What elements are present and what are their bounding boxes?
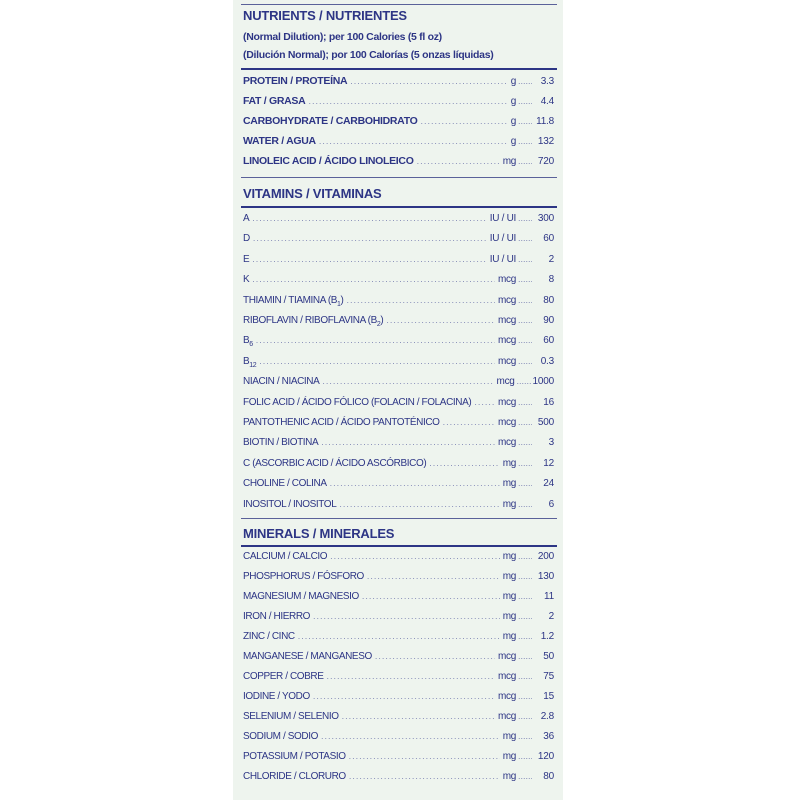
table-row: [243, 75, 554, 93]
leader-dots: [518, 499, 532, 509]
leader-dots: [252, 213, 486, 223]
nutrient-amount: 16: [543, 396, 554, 408]
table-row: [243, 731, 554, 749]
leader-dots: [256, 335, 495, 345]
table-row: [243, 458, 554, 476]
vitamins-top-rule: [241, 177, 557, 178]
nutrient-amount: 1.2: [540, 631, 554, 642]
nutrient-name: CHLORIDE / CLORURO: [243, 771, 346, 782]
nutrient-name: FOLIC ACID / ÁCIDO FÓLICO (FOLACIN / FOLACINA): [243, 396, 472, 408]
nutrient-name: NIACIN / NIACINA: [243, 376, 320, 388]
nutrient-name: RIBOFLAVIN / RIBOFLAVINA $(B_2)$: [243, 315, 384, 328]
nutrient-amount: 6: [548, 498, 554, 510]
leader-dots: [253, 233, 487, 243]
vitamins-rule: [241, 206, 557, 208]
nutrient-unit: mcg: [498, 691, 516, 702]
nutrient-unit: IU / UI: [489, 233, 516, 245]
nutrient-name: IRON / HIERRO: [243, 611, 311, 622]
nutrient-name: WATER / AGUA: [243, 135, 316, 147]
leader-dots: [518, 551, 532, 561]
leader-dots: [518, 136, 532, 146]
leader-dots: [330, 551, 500, 561]
table-row: [243, 274, 554, 292]
leader-dots: [518, 591, 532, 601]
nutrient-name: POTASSIUM / POTASIO: [243, 751, 346, 762]
table-row: [243, 478, 554, 496]
leader-dots: [322, 376, 493, 386]
nutrients-subtitle-en: (Normal Dilution); per 100 Calories (5 fl oz): [243, 31, 442, 43]
nutrient-unit: IU / UI: [489, 253, 516, 265]
nutrient-name: INOSITOL / INOSITOL: [243, 498, 337, 510]
nutrients-subtitle-es: (Dilución Normal); por 100 Calorías (5 onzas líquidas): [243, 49, 494, 61]
nutrient-amount: 11.8: [536, 116, 554, 127]
leader-dots: [349, 751, 500, 761]
leader-dots: [375, 651, 495, 661]
nutrient-amount: 1000: [532, 376, 554, 388]
leader-dots: [313, 691, 495, 701]
leader-dots: [367, 571, 500, 581]
leader-dots: [518, 651, 532, 661]
table-row: [243, 591, 554, 609]
leader-dots: [362, 591, 500, 601]
nutrients-rule: [241, 68, 557, 70]
table-row: [243, 631, 554, 649]
nutrient-name: K: [243, 274, 250, 286]
leader-dots: [259, 356, 495, 366]
nutrient-amount: 0.3: [540, 355, 554, 367]
leader-dots: [298, 631, 500, 641]
leader-dots: [518, 335, 532, 345]
table-row: [243, 711, 554, 729]
leader-dots: [518, 771, 532, 781]
nutrient-name: C (ASCORBIC ACID / ÁCIDO ASCÓRBICO): [243, 457, 427, 469]
nutrient-unit: mcg: [498, 437, 516, 449]
nutrient-name: $B_{12}$: [243, 355, 257, 369]
nutrient-unit: mcg: [498, 294, 516, 306]
nutrient-unit: mcg: [498, 671, 516, 682]
table-row: [243, 135, 554, 153]
nutrient-amount: 50: [543, 651, 554, 662]
table-row: [243, 254, 554, 272]
leader-dots: [252, 274, 495, 284]
nutrient-name: A: [243, 213, 250, 224]
nutrient-amount: 2.8: [540, 711, 554, 722]
leader-dots: [518, 671, 532, 681]
nutrient-unit: g: [510, 76, 516, 87]
nutrient-unit: mcg: [498, 274, 516, 286]
leader-dots: [518, 711, 532, 721]
nutrient-name: E: [243, 253, 250, 265]
nutrient-unit: g: [510, 96, 516, 107]
nutrient-amount: 720: [537, 156, 554, 167]
leader-dots: [474, 397, 495, 407]
nutrient-amount: 90: [543, 315, 554, 326]
nutrient-unit: mg: [502, 498, 516, 510]
nutrient-name: THIAMIN / TIAMINA $(B_1)$: [243, 294, 344, 308]
nutrient-amount: 15: [543, 691, 554, 702]
leader-dots: [252, 254, 486, 264]
table-row: [243, 295, 554, 313]
table-row: [243, 315, 554, 333]
nutrient-unit: mg: [502, 551, 516, 562]
leader-dots: [518, 76, 532, 86]
leader-dots: [339, 499, 499, 509]
nutrient-name: LINOLEIC ACID / ÁCIDO LINOLEICO: [243, 155, 414, 167]
nutrient-unit: mcg: [498, 355, 516, 367]
nutrient-amount: 500: [537, 417, 554, 428]
nutrient-name: CALCIUM / CALCIO: [243, 551, 328, 562]
table-row: [243, 233, 554, 251]
nutrient-unit: mcg: [498, 417, 516, 428]
minerals-top-rule: [241, 518, 557, 519]
nutrient-amount: 60: [543, 335, 554, 347]
leader-dots: [350, 76, 507, 86]
table-row: [243, 611, 554, 629]
nutrient-amount: 11: [544, 591, 554, 602]
nutrients-title: NUTRIENTS / NUTRIENTES: [243, 8, 407, 23]
table-row: [243, 651, 554, 669]
nutrient-unit: mg: [502, 478, 516, 490]
vitamins-title: VITAMINS / VITAMINAS: [243, 186, 382, 201]
nutrient-amount: 132: [537, 136, 554, 147]
nutrient-unit: mg: [502, 156, 516, 167]
nutrient-name: ZINC / CINC: [243, 631, 295, 642]
leader-dots: [429, 458, 499, 468]
nutrient-unit: mg: [502, 631, 516, 642]
leader-dots: [518, 458, 532, 468]
nutrient-amount: 24: [543, 478, 554, 490]
table-row: [243, 751, 554, 769]
table-row: [243, 571, 554, 589]
table-row: [243, 397, 554, 415]
table-row: [243, 691, 554, 709]
nutrient-unit: mcg: [498, 315, 516, 326]
nutrient-name-end: ): [340, 294, 344, 306]
leader-dots: [518, 417, 532, 427]
nutrient-name: SELENIUM / SELENIO: [243, 711, 339, 722]
table-row: [243, 115, 554, 133]
nutrient-amount: 75: [543, 671, 554, 682]
leader-dots: [386, 315, 495, 325]
leader-dots: [313, 611, 500, 621]
leader-dots: [327, 671, 495, 681]
nutrient-amount: 2: [548, 611, 554, 622]
nutrient-name: CHOLINE / COLINA: [243, 478, 327, 490]
leader-dots: [518, 611, 532, 621]
nutrient-amount: 120: [537, 751, 554, 762]
leader-dots: [518, 213, 532, 223]
nutrient-amount: 130: [537, 571, 554, 582]
leader-dots: [417, 156, 500, 166]
nutrient-subscript: 1: [337, 300, 341, 308]
nutrient-amount: 36: [543, 731, 554, 742]
leader-dots: [518, 478, 532, 488]
nutrient-unit: mg: [502, 731, 516, 742]
leader-dots: [518, 233, 532, 243]
leader-dots: [330, 478, 500, 488]
leader-dots: [518, 156, 532, 166]
leader-dots: [518, 691, 532, 701]
leader-dots: [342, 711, 495, 721]
nutrient-amount: 4.4: [540, 96, 554, 107]
minerals-title: MINERALS / MINERALES: [243, 526, 395, 541]
nutrient-name: $B_6$: [243, 335, 253, 349]
leader-dots: [518, 397, 532, 407]
nutrient-unit: mg: [502, 591, 516, 602]
table-row: [243, 499, 554, 517]
top-rule: [241, 4, 557, 5]
nutrient-unit: mcg: [498, 651, 516, 662]
table-row: [243, 437, 554, 455]
nutrient-name: D: [243, 233, 250, 245]
leader-dots: [321, 731, 500, 741]
leader-dots: [518, 751, 532, 761]
nutrient-amount: 300: [537, 213, 554, 224]
leader-dots: [518, 315, 532, 325]
leader-dots: [346, 295, 495, 305]
table-row: [243, 356, 554, 374]
nutrient-amount: 2: [548, 253, 554, 265]
leader-dots: [518, 356, 532, 366]
nutrient-subscript: 6: [249, 341, 253, 349]
leader-dots: [517, 376, 531, 386]
leader-dots: [518, 116, 532, 126]
nutrient-unit: g: [510, 136, 516, 147]
nutrient-amount: 3: [548, 437, 554, 449]
table-row: [243, 551, 554, 569]
nutrient-name: PHOSPHORUS / FÓSFORO: [243, 571, 364, 582]
leader-dots: [518, 274, 532, 284]
nutrient-name: BIOTIN / BIOTINA: [243, 437, 319, 449]
table-row: [243, 335, 554, 353]
table-row: [243, 95, 554, 113]
nutrient-name: IODINE / YODO: [243, 691, 310, 702]
minerals-rule: [241, 545, 557, 547]
nutrient-unit: g: [510, 116, 516, 127]
nutrient-unit: mcg: [498, 335, 516, 347]
table-row: [243, 376, 554, 394]
nutrient-name: CARBOHYDRATE / CARBOHIDRATO: [243, 115, 418, 127]
leader-dots: [518, 437, 532, 447]
nutrient-unit: mcg: [498, 396, 516, 408]
leader-dots: [518, 254, 532, 264]
nutrient-subscript: 12: [249, 361, 257, 369]
nutrient-subscript: 2: [376, 321, 381, 328]
nutrient-name: PANTOTHENIC ACID / ÁCIDO PANTOTÉNICO: [243, 417, 440, 428]
nutrient-unit: mg: [502, 611, 516, 622]
nutrient-name: FAT / GRASA: [243, 95, 306, 107]
nutrient-unit: mcg: [498, 711, 516, 722]
nutrient-unit: mcg: [496, 376, 515, 388]
nutrient-amount: 60: [543, 233, 554, 245]
nutrient-name: COPPER / COBRE: [243, 671, 324, 682]
nutrient-name: PROTEIN / PROTEÍNA: [243, 75, 348, 87]
leader-dots: [308, 96, 507, 106]
nutrient-unit: IU / UI: [489, 213, 516, 224]
leader-dots: [443, 417, 495, 427]
table-row: [243, 771, 554, 789]
nutrient-name: MAGNESIUM / MAGNESIO: [243, 591, 359, 602]
table-row: [243, 213, 554, 231]
nutrient-amount: 80: [543, 771, 554, 782]
leader-dots: [321, 437, 495, 447]
leader-dots: [420, 116, 507, 126]
leader-dots: [518, 731, 532, 741]
leader-dots: [518, 295, 532, 305]
nutrient-amount: 12: [543, 457, 554, 469]
leader-dots: [518, 96, 532, 106]
nutrient-unit: mg: [502, 751, 516, 762]
leader-dots: [518, 571, 532, 581]
nutrient-amount: 200: [537, 551, 554, 562]
nutrient-unit: mg: [502, 457, 516, 469]
leader-dots: [518, 631, 532, 641]
nutrient-unit: mg: [502, 571, 516, 582]
table-row: [243, 671, 554, 689]
leader-dots: [349, 771, 500, 781]
nutrient-name: SODIUM / SODIO: [243, 731, 318, 742]
nutrient-unit: mg: [502, 771, 516, 782]
nutrient-amount: 8: [548, 274, 554, 286]
leader-dots: [319, 136, 508, 146]
nutrient-name-end: ): [380, 315, 384, 326]
nutrient-name: MANGANESE / MANGANESO: [243, 651, 372, 662]
nutrient-amount: 3.3: [540, 76, 554, 87]
nutrient-amount: 80: [543, 294, 554, 306]
table-row: [243, 417, 554, 435]
table-row: [243, 155, 554, 173]
